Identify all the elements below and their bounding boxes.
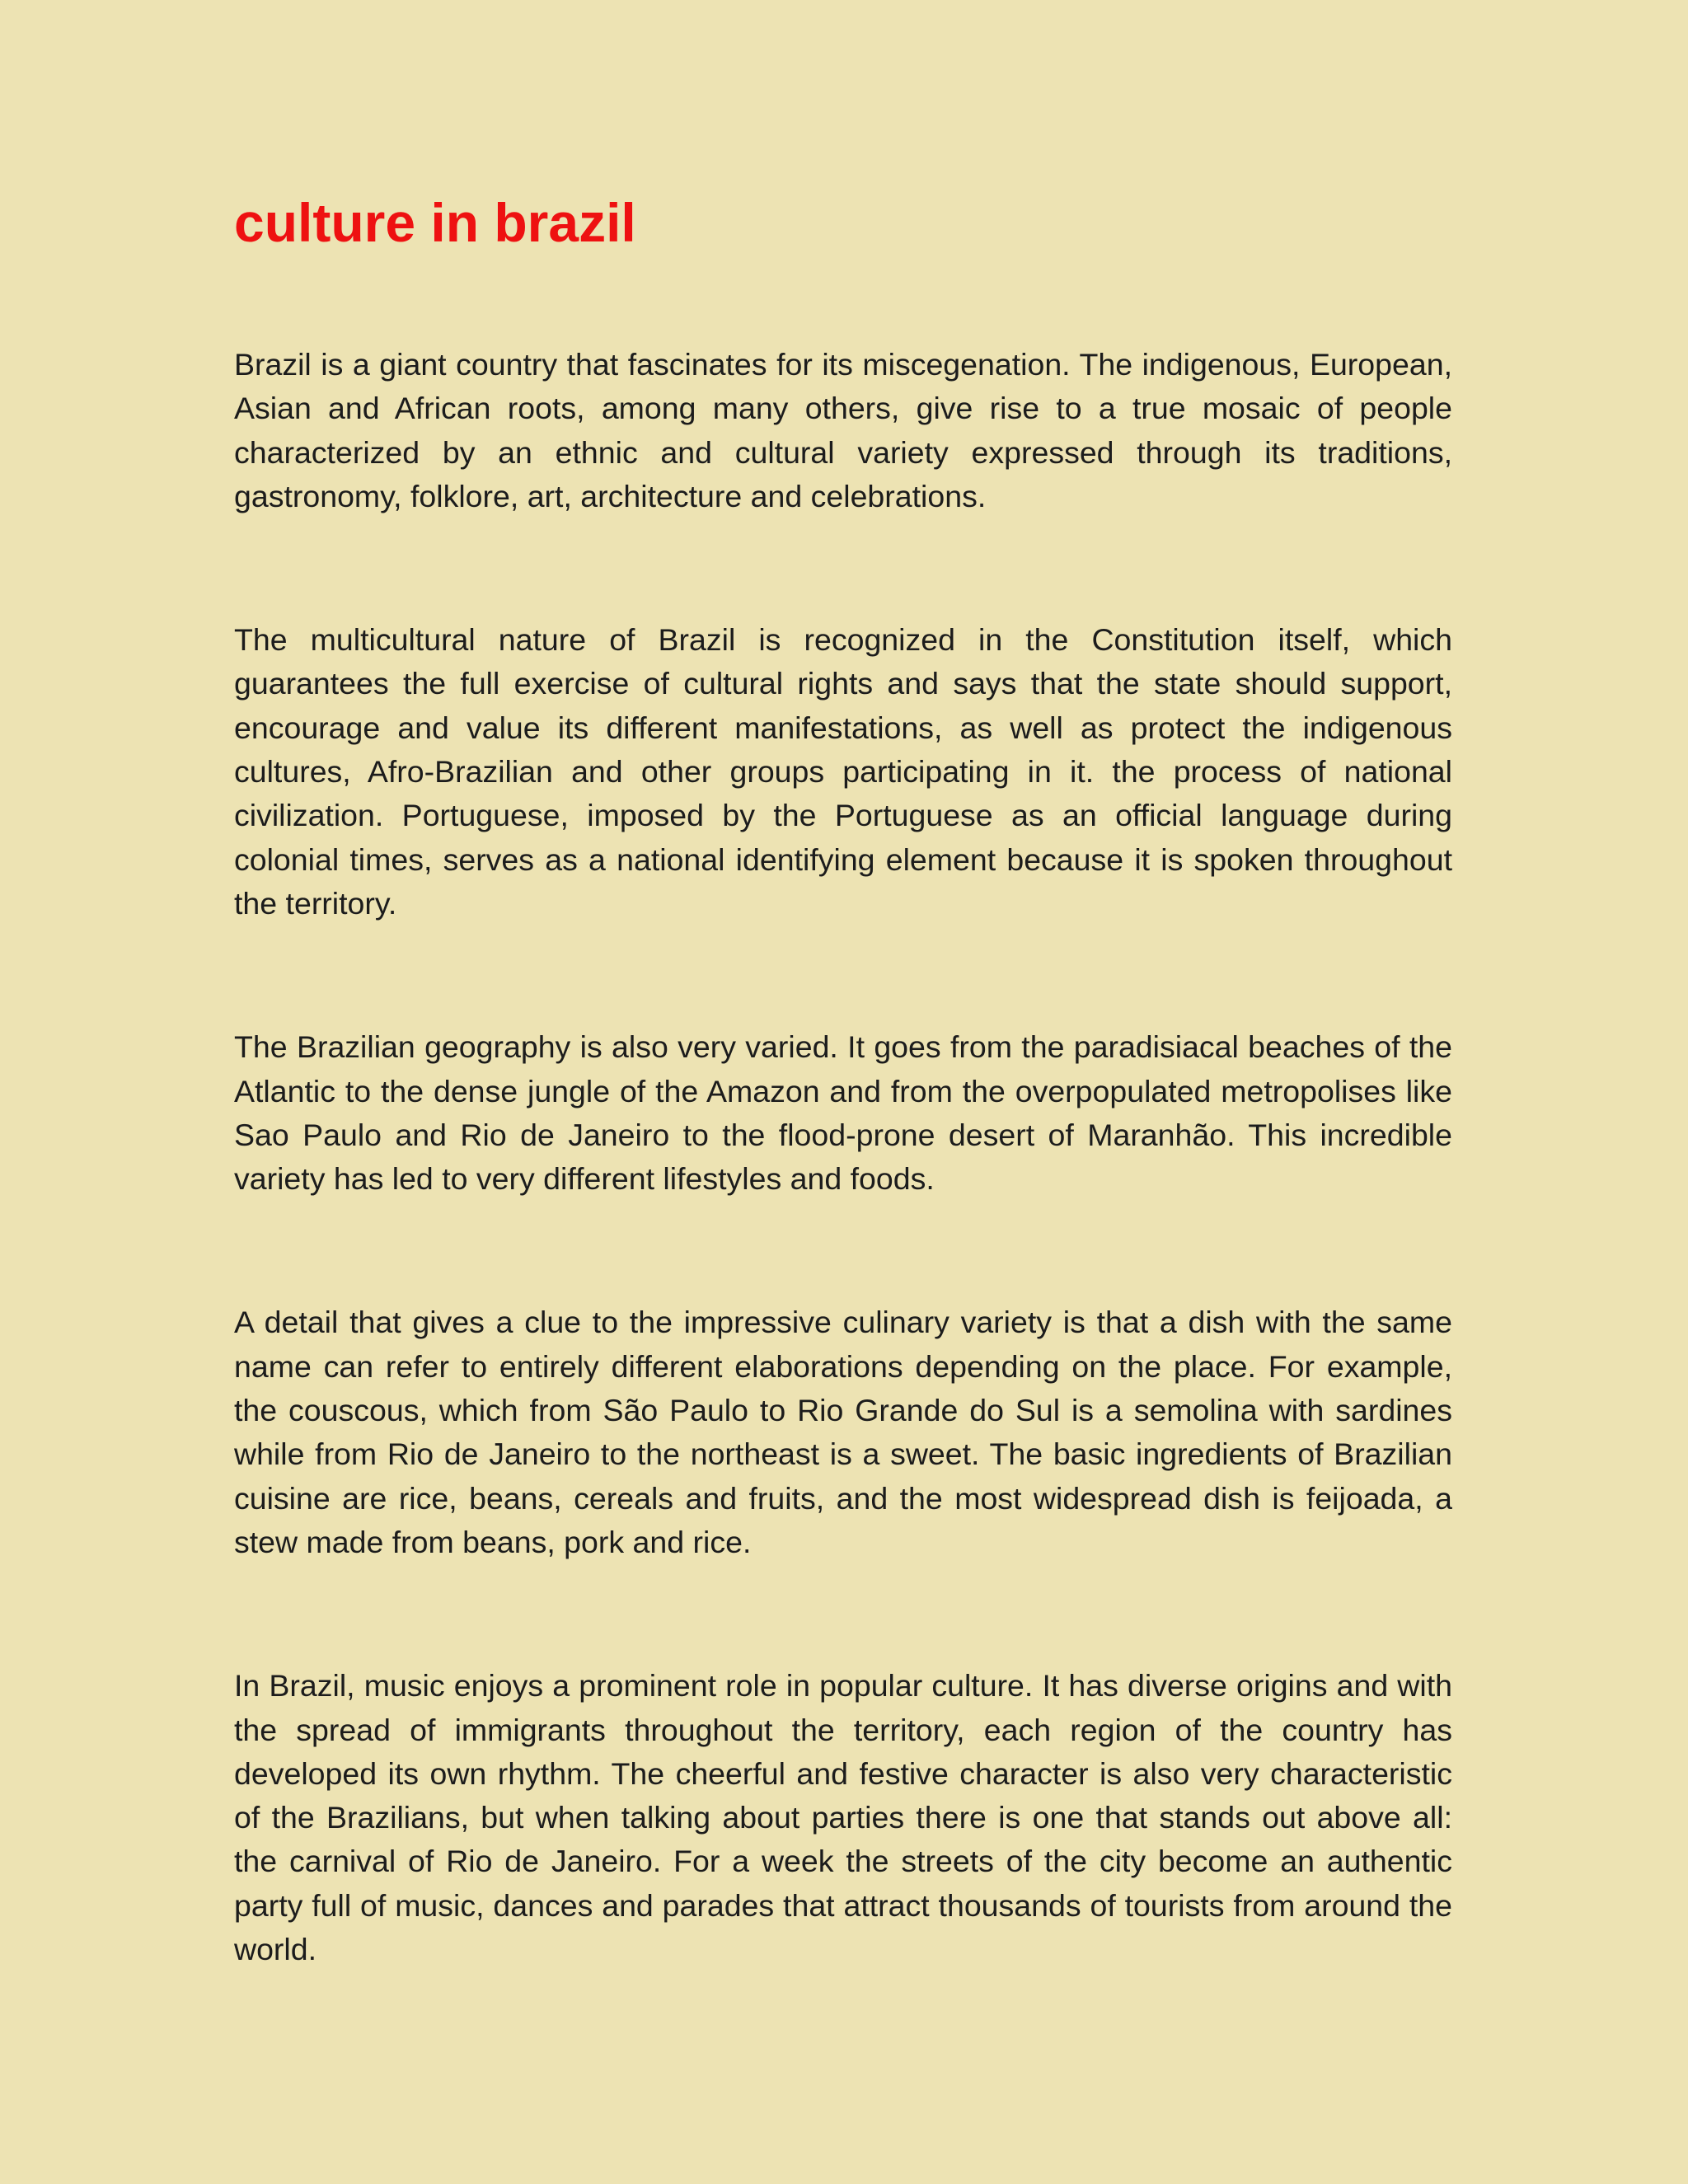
- document-page: [234, 188, 1452, 1971]
- document-title: culture in brazil: [234, 192, 636, 253]
- paragraph-music-carnival: In Brazil, music enjoys a prominent role in popular culture. It has diverse origins and with the spread of immigrants throughout the territory, each region of the country has developed its own rhythm. The cheerful and festive character is also very characteristic of the Brazilians, but when talking about parties there is one that stands out above all: the carnival of Rio de Janeiro. For a week the streets of the city become an authentic party full of music, dances and parades that attract thousands of tourists from around the world.: [234, 1668, 1452, 1967]
- paragraph-miscegenation: Brazil is a giant country that fascinates for its miscegenation. The indigenous, European, Asian and African roots, among many others, give rise to a true mosaic of people characterized by an ethnic and cultural variety expressed through its traditions, gastronomy, folklore, art, architecture and celebrations.: [234, 347, 1452, 513]
- paragraph-multicultural-constitution: The multicultural nature of Brazil is recognized in the Constitution itself, which guarantees the full exercise of cultural rights and says that the state should support, encourage and value its different manifestations, as well as protect the indigenous cultures, Afro-Brazilian and other groups participating in it. the process of national civilization. Portuguese, imposed by the Portuguese as an official language during colonial times, serves as a national identifying element because it is spoken throughout the territory.: [234, 622, 1452, 921]
- paragraph-geography: The Brazilian geography is also very varied. It goes from the paradisiacal beaches of the Atlantic to the dense jungle of the Amazon and from the overpopulated metropolises like Sao Paulo and Rio de Janeiro to the flood-prone desert of Maranhão. This incredible variety has led to very different lifestyles and foods.: [234, 1029, 1452, 1197]
- document-body: [234, 343, 1452, 1971]
- paragraph-culinary-variety: A detail that gives a clue to the impressive culinary variety is that a dish with the same name can refer to entirely different elaborations depending on the place. For example, the couscous, which from São Paulo to Rio Grande do Sul is a semolina with sardines while from Rio de Janeiro to the northeast is a sweet. The basic ingredients of Brazilian cuisine are rice, beans, cereals and fruits, and the most widespread dish is feijoada, a stew made from beans, pork and rice.: [234, 1305, 1452, 1559]
